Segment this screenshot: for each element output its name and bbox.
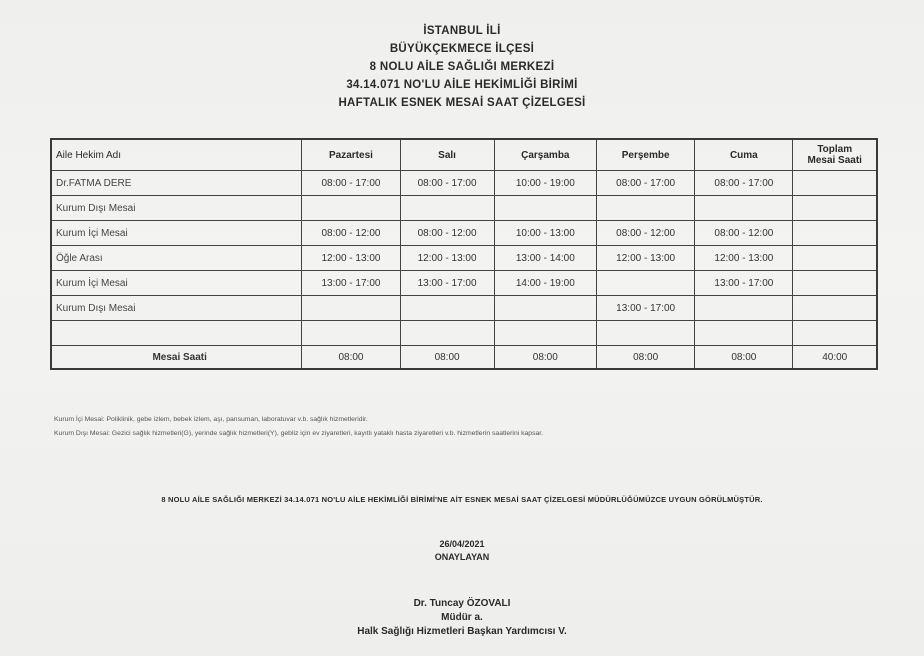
time-cell: 13:00 - 17:00 [597,296,695,321]
time-cell [597,271,695,296]
time-cell [400,296,494,321]
time-cell: 08:00 - 17:00 [695,171,793,196]
table-row [51,171,877,196]
total-column-header [793,139,877,171]
table-row [51,321,877,346]
time-cell: 13:00 - 17:00 [695,271,793,296]
time-cell: 12:00 - 13:00 [597,246,695,271]
approval-date: 26/04/2021 [439,539,485,549]
row-label: Kurum Dışı Mesai [51,296,302,321]
time-cell [302,321,400,346]
time-cell [695,196,793,221]
time-cell: 12:00 - 13:00 [302,246,400,271]
center-title: 8 NOLU AİLE SAĞLIĞI MERKEZİ [369,61,555,73]
day-header-monday: Pazartesi [302,139,400,171]
total-row [51,346,877,370]
day-header-wednesday: Çarşamba [494,139,596,171]
total-cell [793,246,877,271]
approval-statement: 8 NOLU AİLE SAĞLIĞI MERKEZİ 34.14.071 NO'LU AİLE HEKİMLİĞİ BİRİMİ'NE AİT ESNEK MESAİ SAAT ÇİZELGESİ MÜDÜRLÜĞÜMÜZCE UYGUN GÖRÜLMÜŞTÜR. [161,495,763,504]
official-title: Halk Sağlığı Hizmetleri Başkan Yardımcısı V. [357,626,567,637]
time-cell: 13:00 - 14:00 [494,246,596,271]
time-cell: 12:00 - 13:00 [400,246,494,271]
time-cell [597,196,695,221]
total-cell [793,271,877,296]
name-column-header: Aile Hekim Adı [51,139,302,171]
time-cell: 14:00 - 19:00 [494,271,596,296]
time-cell: 13:00 - 17:00 [302,271,400,296]
total-header-line2: Mesai Saati [807,155,862,166]
approval-block [0,538,924,564]
footnote-external: Kurum Dışı Mesai: Gezici sağlık hizmetleri(G), yerinde sağlık hizmetleri(Y), gebliz için ev ziyaretleri, kayıtlı yataklı hasta ziyaretleri v.b. hizmetlerin saatlerini kapsar. [54,430,544,437]
total-cell [793,296,877,321]
official-signature [0,597,924,639]
row-label: Öğle Arası [51,246,302,271]
table-header-row [51,139,877,171]
time-cell: 08:00 - 12:00 [597,221,695,246]
total-row-label: Mesai Saati [51,346,302,370]
table-row [51,296,877,321]
table-row [51,196,877,221]
total-header-line1: Toplam [817,144,853,155]
row-label: Kurum İçi Mesai [51,271,302,296]
schedule-title: HAFTALIK ESNEK MESAİ SAAT ÇİZELGESİ [338,97,586,109]
daily-total-cell: 08:00 [302,346,400,370]
time-cell [494,196,596,221]
time-cell: 08:00 - 17:00 [302,171,400,196]
time-cell: 08:00 - 12:00 [400,221,494,246]
time-cell: 08:00 - 17:00 [597,171,695,196]
table-row [51,271,877,296]
time-cell [494,321,596,346]
time-cell: 12:00 - 13:00 [695,246,793,271]
time-cell [400,196,494,221]
time-cell [302,196,400,221]
day-header-friday: Cuma [695,139,793,171]
time-cell [400,321,494,346]
province-title: İSTANBUL İLİ [423,25,501,37]
day-header-tuesday: Salı [400,139,494,171]
total-cell [793,321,877,346]
time-cell: 13:00 - 17:00 [400,271,494,296]
official-role: Müdür a. [441,612,483,623]
daily-total-cell: 08:00 [597,346,695,370]
schedule-table [50,138,878,370]
day-header-thursday: Perşembe [597,139,695,171]
daily-total-cell: 08:00 [695,346,793,370]
weekly-total-cell: 40:00 [793,346,877,370]
row-label: Kurum İçi Mesai [51,221,302,246]
daily-total-cell: 08:00 [494,346,596,370]
time-cell: 08:00 - 17:00 [400,171,494,196]
time-cell: 10:00 - 13:00 [494,221,596,246]
total-cell [793,221,877,246]
time-cell [695,296,793,321]
document-header [0,22,924,112]
time-cell: 08:00 - 12:00 [302,221,400,246]
unit-title: 34.14.071 NO'LU AİLE HEKİMLİĞİ BİRİMİ [346,79,578,91]
daily-total-cell: 08:00 [400,346,494,370]
time-cell [695,321,793,346]
time-cell [494,296,596,321]
table-row [51,246,877,271]
time-cell: 08:00 - 12:00 [695,221,793,246]
approver-label: ONAYLAYAN [434,552,490,562]
official-name: Dr. Tuncay ÖZOVALI [413,598,511,609]
row-label: Kurum Dışı Mesai [51,196,302,221]
row-label [51,321,302,346]
time-cell [597,321,695,346]
time-cell [302,296,400,321]
total-cell [793,196,877,221]
table-row [51,221,877,246]
footnotes [54,413,543,441]
district-title: BÜYÜKÇEKMECE İLÇESİ [389,43,535,55]
row-label: Dr.FATMA DERE [51,171,302,196]
time-cell: 10:00 - 19:00 [494,171,596,196]
footnote-internal: Kurum İçi Mesai: Poliklinik, gebe izlem, bebek izlem, aşı, pansuman, laboratuvar v.b. sağlık hizmetleridir. [54,416,368,423]
total-cell [793,171,877,196]
